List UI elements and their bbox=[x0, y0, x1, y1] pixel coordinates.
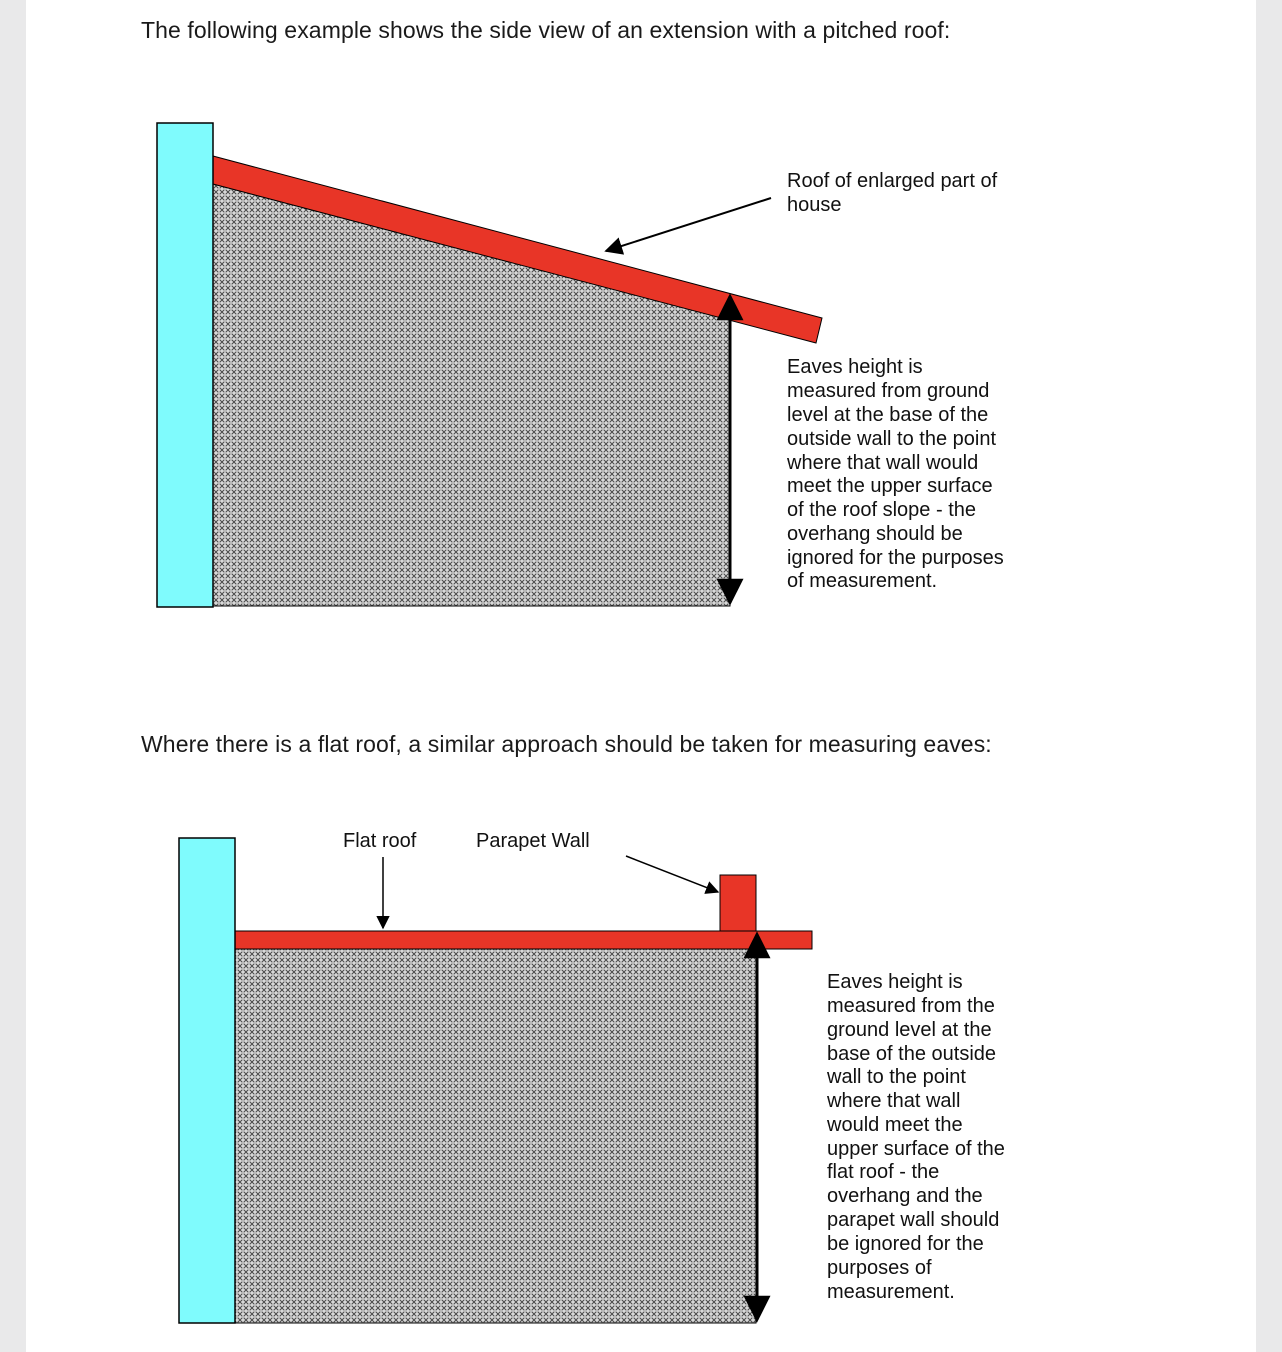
pitched-roof-heading: The following example shows the side view of an extension with a pitched roof: bbox=[141, 17, 951, 43]
flat-roof-heading: Where there is a flat roof, a similar approach should be taken for measuring eaves: bbox=[141, 731, 992, 757]
house-wall-flat bbox=[179, 838, 235, 1323]
flat-roof-label: Flat roof bbox=[343, 830, 417, 852]
flat-eaves-note: Eaves height is measured from the ground level at the base of the outside wall to the point where that wall would meet the upper surface of the flat roof - the overhang and the parapet wall should be ignored for the purposes of measurement. bbox=[827, 971, 1005, 1303]
roof-label: Roof of enlarged part of house bbox=[787, 170, 998, 216]
parapet-pointer-arrow bbox=[626, 856, 718, 892]
pitched-eaves-note: Eaves height is measured from ground level at the base of the outside wall to the point where that wall would meet the upper surface of the roof slope - the overhang should be ignored for the purposes of measurement. bbox=[787, 356, 1004, 592]
parapet-wall bbox=[720, 875, 756, 931]
pitched-roof-diagram bbox=[157, 123, 1009, 607]
parapet-wall-label: Parapet Wall bbox=[476, 830, 590, 852]
flat-roof-diagram bbox=[179, 830, 1010, 1323]
flat-roof-slab bbox=[234, 931, 812, 949]
house-wall-pitched bbox=[157, 123, 213, 607]
flat-extension-body bbox=[234, 949, 756, 1323]
roof-label-pointer-arrow bbox=[606, 198, 771, 251]
